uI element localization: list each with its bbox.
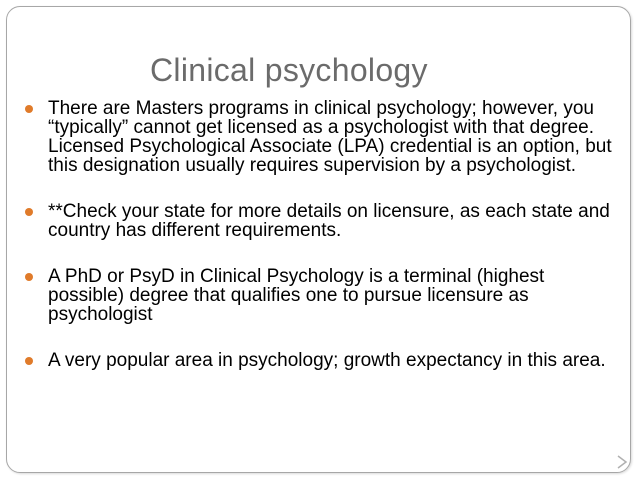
list-item <box>22 267 622 324</box>
bullet-dot-icon <box>25 357 33 365</box>
bullet-dot-icon <box>25 208 33 216</box>
list-item <box>22 351 622 370</box>
bullet-text: A very popular area in psychology; growth expectancy in this area. <box>48 350 606 371</box>
bullet-dot-icon <box>25 273 33 281</box>
bullet-text: **Check your state for more details on licensure, as each state and country has different requirements. <box>48 201 610 241</box>
list-item <box>22 99 622 175</box>
list-item <box>22 202 622 240</box>
bullet-list <box>22 99 622 397</box>
slide-corner-icon <box>616 455 628 469</box>
bullet-dot-icon <box>25 105 33 113</box>
bullet-text: A PhD or PsyD in Clinical Psychology is a terminal (highest possible) degree that qualifies one to pursue licensure as psychologist <box>48 266 545 325</box>
bullet-text: There are Masters programs in clinical psychology; however, you “typically” cannot get licensed as a psychologist with that degree. Licensed Psychological Associate (LPA) credential is an option, but this designation usually requires supervision by a psychologist. <box>48 98 612 176</box>
slide-title: Clinical psychology <box>150 52 428 88</box>
